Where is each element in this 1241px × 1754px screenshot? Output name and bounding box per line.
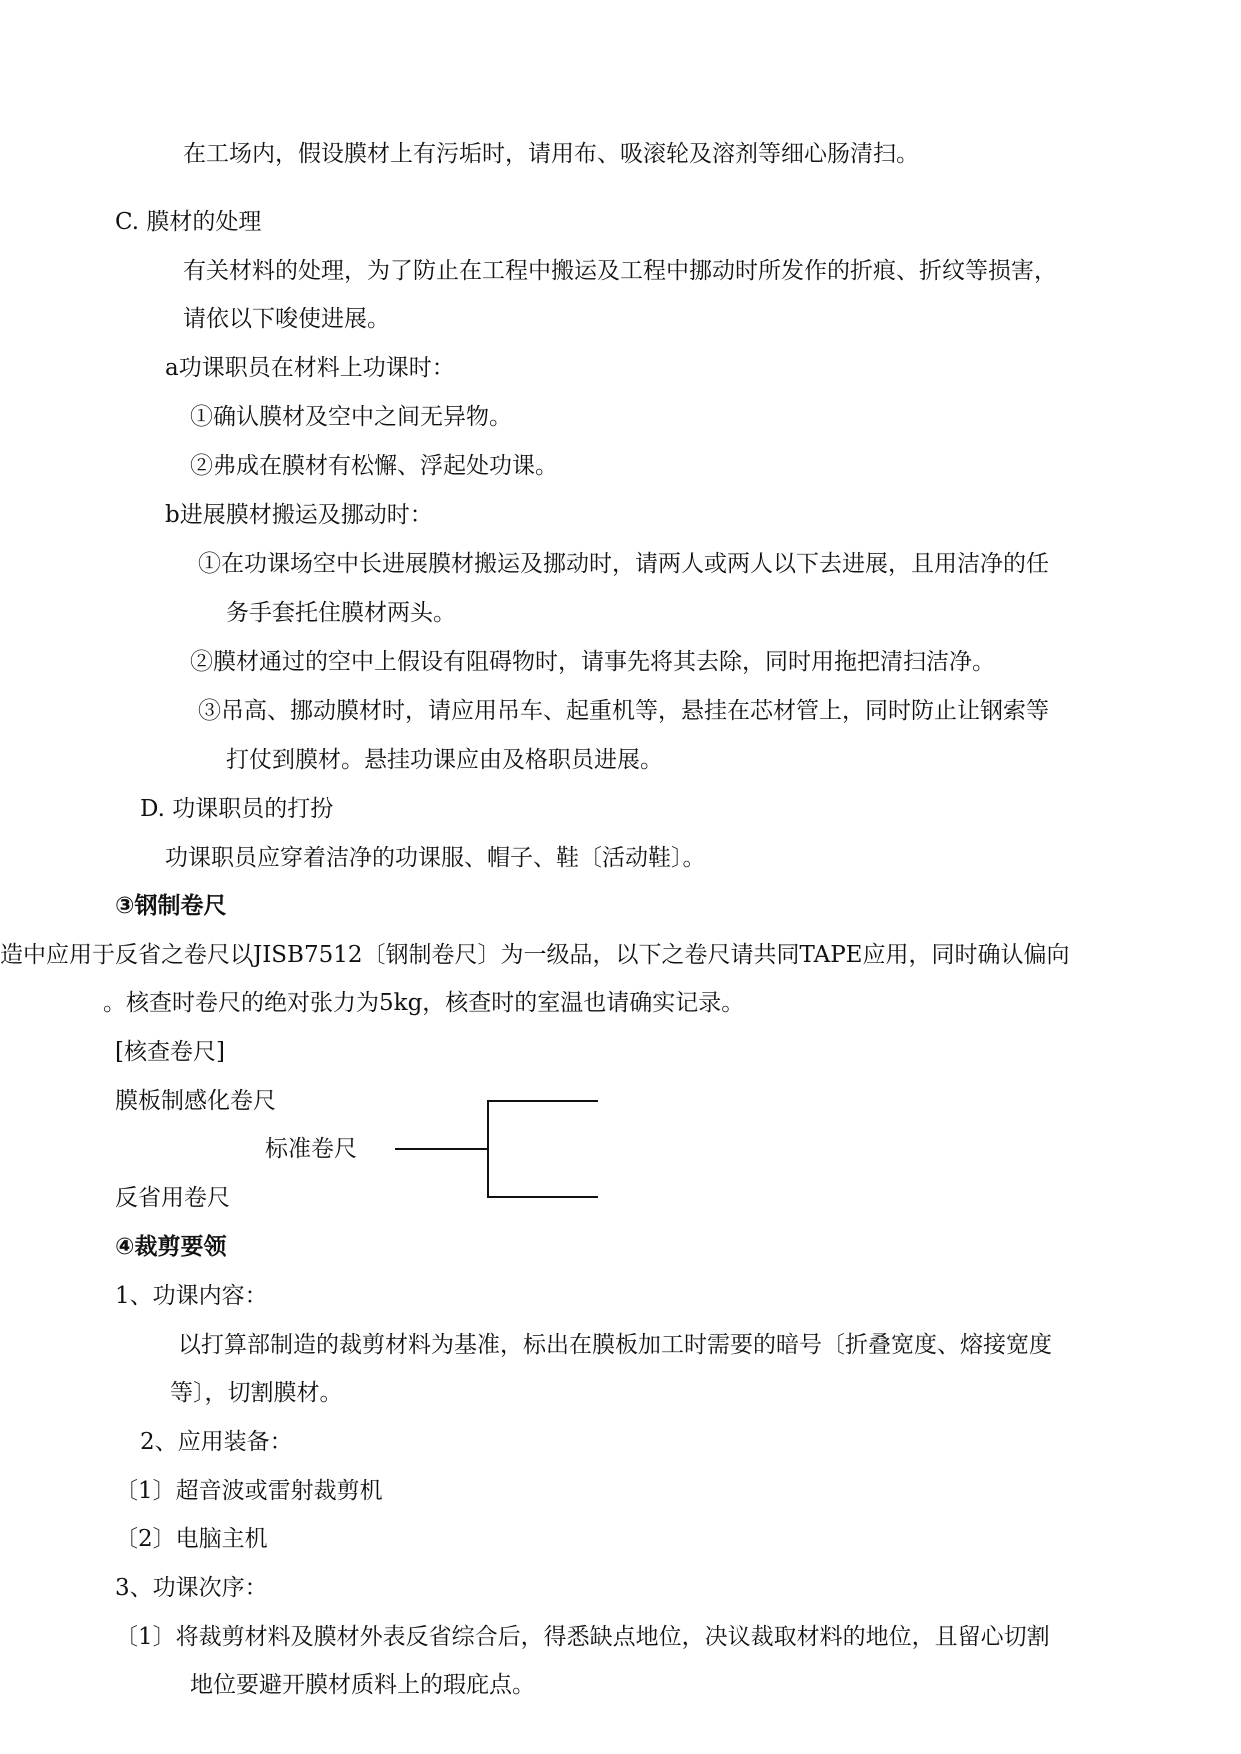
list-item: ③吊高、挪动膜材时，请应用吊车、起重机等，悬挂在芯材管上，同时防止让钢索等 [198, 698, 1049, 724]
diagram-top-branch [487, 1100, 598, 1102]
list-item: 〔1〕将裁剪材料及膜材外表反省综合后，得悉缺点地位，决议裁取材料的地位，且留心切割 [115, 1624, 1050, 1650]
list-item: ②弗成在膜材有松懈、浮起处功课。 [190, 453, 558, 479]
diagram-bottom-branch [487, 1196, 598, 1198]
list-item: ②膜材通过的空中上假设有阻碍物时，请事先将其去除，同时用拖把清扫洁净。 [190, 649, 995, 675]
list-item: 〔2〕电脑主机 [115, 1526, 268, 1552]
list-item: ①确认膜材及空中之间无异物。 [190, 404, 512, 430]
list-item: ①在功课场空中长进展膜材搬运及挪动时，请两人或两人以下去进展，且用洁净的任 [198, 551, 1049, 577]
paragraph-line: 在工场内，假设膜材上有污垢时，请用布、吸滚轮及溶剂等细心肠清扫。 [183, 141, 919, 167]
numbered-heading: 3、功课次序： [115, 1575, 268, 1601]
subitem-a: a功课职员在材料上功课时： [165, 355, 455, 381]
diagram-label-standard-tape: 标准卷尺 [265, 1136, 357, 1162]
subitem-b: b进展膜材搬运及挪动时： [165, 502, 433, 528]
heading-steel-tape: ③钢制卷尺 [115, 893, 227, 919]
paragraph-line: 。核查时卷尺的绝对张力为5kg，核查时的室温也请确实记录。 [103, 990, 745, 1016]
diagram-label-membrane-tape: 膜板制感化卷尺 [115, 1088, 276, 1114]
paragraph-line: 有关材料的处理，为了防止在工程中搬运及工程中挪动时所发作的折痕、折纹等损害， [183, 258, 1057, 284]
paragraph-line: 等〕，切割膜材。 [170, 1380, 343, 1406]
section-heading-d: D. 功课职员的打扮 [140, 796, 334, 822]
list-item: 〔1〕超音波或雷射裁剪机 [115, 1478, 383, 1504]
diagram-label-inspection-tape: 反省用卷尺 [115, 1185, 230, 1211]
list-item-continuation: 打仗到膜材。悬挂功课应由及格职员进展。 [226, 747, 663, 773]
paragraph-line: 功课职员应穿着洁净的功课服、帽子、鞋〔活动鞋〕。 [165, 845, 706, 871]
section-heading-c: C. 膜材的处理 [115, 209, 262, 235]
list-item-continuation: 务手套托住膜材两头。 [226, 600, 456, 626]
paragraph-line: 造中应用于反省之卷尺以JISB7512〔钢制卷尺〕为一级品，以下之卷尺请共同TAPE应用，同时确认偏向 [0, 942, 1070, 968]
diagram-stem-line [395, 1148, 489, 1150]
list-item-continuation: 地位要避开膜材质料上的瑕庇点。 [190, 1672, 535, 1698]
numbered-heading: 2、应用装备： [140, 1429, 293, 1455]
paragraph-line: 请依以下唆使进展。 [183, 306, 390, 332]
diagram-vertical-line [487, 1100, 489, 1198]
paragraph-line: 以打算部制造的裁剪材料为基准，标出在膜板加工时需要的暗号〔折叠宽度、熔接宽度 [178, 1332, 1052, 1358]
tape-check-label: [核查卷尺] [115, 1039, 225, 1065]
heading-cutting: ④裁剪要领 [115, 1234, 227, 1260]
numbered-heading: 1、功课内容： [115, 1283, 268, 1309]
